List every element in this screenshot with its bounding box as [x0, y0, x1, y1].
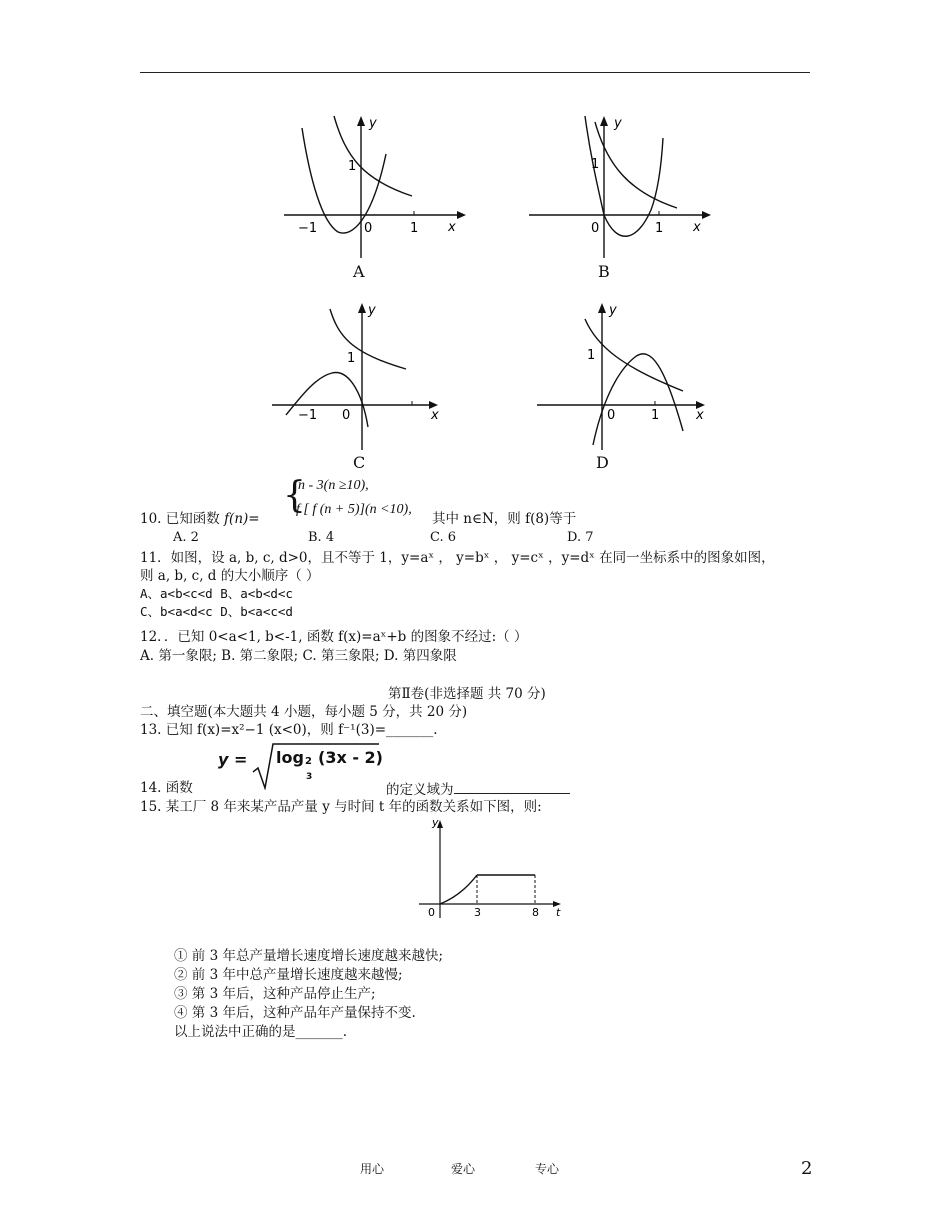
q10-suffix: 其中 n∈N，则 f(8)等于	[432, 511, 577, 527]
graph-d-one-x: 1	[651, 408, 660, 423]
q14-arg: (3x - 2)	[318, 748, 383, 767]
q15-tick-3: 3	[474, 906, 481, 919]
q11-options-2: C、b<a<d<c D、b<a<c<d	[140, 604, 293, 619]
graph-b	[525, 110, 715, 260]
q11-options-1: A、a<b<c<d B、a<b<d<c	[140, 586, 293, 601]
q10-option-c: C. 6	[430, 530, 457, 545]
q15-item-1: ① 前 3 年总产量增长速度增长速度越来越快;	[174, 948, 444, 964]
q15-item-2: ② 前 3 年中总产量增长速度越来越慢;	[174, 967, 403, 983]
graph-a-y-label: y	[369, 116, 377, 131]
q11-line2: 则 a, b, c, d 的大小顺序（ ）	[140, 568, 320, 584]
section2-title: 第Ⅱ卷(非选择题 共 70 分)	[388, 686, 546, 702]
q14-lhs: y =	[218, 750, 248, 769]
graph-c-one: 1	[347, 351, 356, 366]
q15-x-label: t	[556, 906, 561, 919]
graph-b-y-label: y	[614, 116, 622, 131]
graph-a	[280, 110, 470, 260]
q15-y-label: y	[432, 816, 439, 829]
q10-case2: f [ f (n + 5)](n <10),	[296, 502, 412, 517]
q10-prefix: 10. 已知函数	[140, 511, 225, 527]
graph-c-caption: C	[353, 453, 366, 472]
graph-b-origin: 0	[591, 221, 600, 236]
section2-subtitle: 二、填空题(本大题共 4 小题，每小题 5 分，共 20 分)	[140, 704, 468, 720]
q15-graph	[415, 812, 575, 922]
graph-b-caption: B	[598, 262, 610, 281]
graph-d-x-label: x	[696, 408, 704, 423]
q15-conclusion: 以上说法中正确的是_______.	[174, 1024, 348, 1040]
footer-right: 专心	[535, 1162, 560, 1176]
q14-suffix	[386, 779, 570, 799]
q10-case1: n - 3(n ≥10),	[298, 478, 369, 493]
graph-d-origin: 0	[607, 408, 616, 423]
q13-text: 13. 已知 f(x)=x²−1 (x<0)，则 f⁻¹(3)=_______.	[140, 722, 438, 738]
q10-option-a: A. 2	[173, 530, 199, 545]
q14-base-num: 2	[305, 756, 312, 767]
q15-item-3: ③ 第 3 年后，这种产品停止生产;	[174, 986, 376, 1002]
q14-formula	[218, 742, 388, 792]
q15-tick-8: 8	[532, 906, 539, 919]
footer-left: 用心	[360, 1162, 385, 1176]
q15-origin: 0	[428, 906, 435, 919]
graph-b-one: 1	[591, 157, 600, 172]
header-rule	[140, 72, 810, 73]
graph-c-y-label: y	[368, 303, 376, 318]
graph-c-origin: 0	[342, 408, 351, 423]
q11-line1: 11．如图，设 a, b, c, d>0，且不等于 1，y=aˣ ， y=bˣ ， y=cˣ ，y=dˣ 在同一坐标系中的图象如图，	[140, 550, 775, 566]
q10-option-d: D. 7	[567, 530, 594, 545]
graph-a-caption: A	[353, 262, 365, 281]
graph-b-one-x: 1	[655, 221, 664, 236]
q14-log: log	[276, 748, 304, 767]
q14-base-den: 3	[306, 772, 313, 782]
graph-a-neg-one: −1	[298, 221, 318, 236]
page-number: 2	[801, 1158, 813, 1179]
q14-prefix: 14. 函数	[140, 780, 193, 796]
graph-c-neg-one: −1	[298, 408, 318, 423]
q10-option-b: B. 4	[308, 530, 335, 545]
q14-answer-blank[interactable]	[454, 779, 570, 794]
q14-suffix-text: 的定义域为	[386, 782, 454, 798]
graph-d-caption: D	[596, 453, 609, 472]
graph-a-x-label: x	[448, 220, 456, 235]
graph-b-x-label: x	[693, 220, 701, 235]
graph-c	[268, 295, 458, 455]
q12-line1: 12．．已知 0<a<1, b<-1, 函数 f(x)=aˣ+b 的图象不经过:（ ）	[140, 629, 528, 645]
footer-mid: 爱心	[451, 1162, 476, 1176]
piecewise-brace: {	[283, 475, 306, 516]
q10-line	[140, 510, 260, 528]
graph-a-one-x: 1	[410, 221, 419, 236]
graph-d-one: 1	[587, 348, 596, 363]
q15-item-4: ④ 第 3 年后，这种产品年产量保持不变.	[174, 1005, 416, 1021]
graph-d	[535, 295, 725, 455]
graph-a-one: 1	[348, 159, 357, 174]
q12-line2: A. 第一象限; B. 第二象限; C. 第三象限; D. 第四象限	[140, 648, 457, 664]
q15-text: 15. 某工厂 8 年来某产品产量 y 与时间 t 年的函数关系如下图，则:	[140, 799, 542, 815]
q10-fn: f(n)=	[224, 511, 260, 527]
graph-c-x-label: x	[431, 408, 439, 423]
graph-a-origin: 0	[364, 221, 373, 236]
graph-d-y-label: y	[609, 303, 617, 318]
